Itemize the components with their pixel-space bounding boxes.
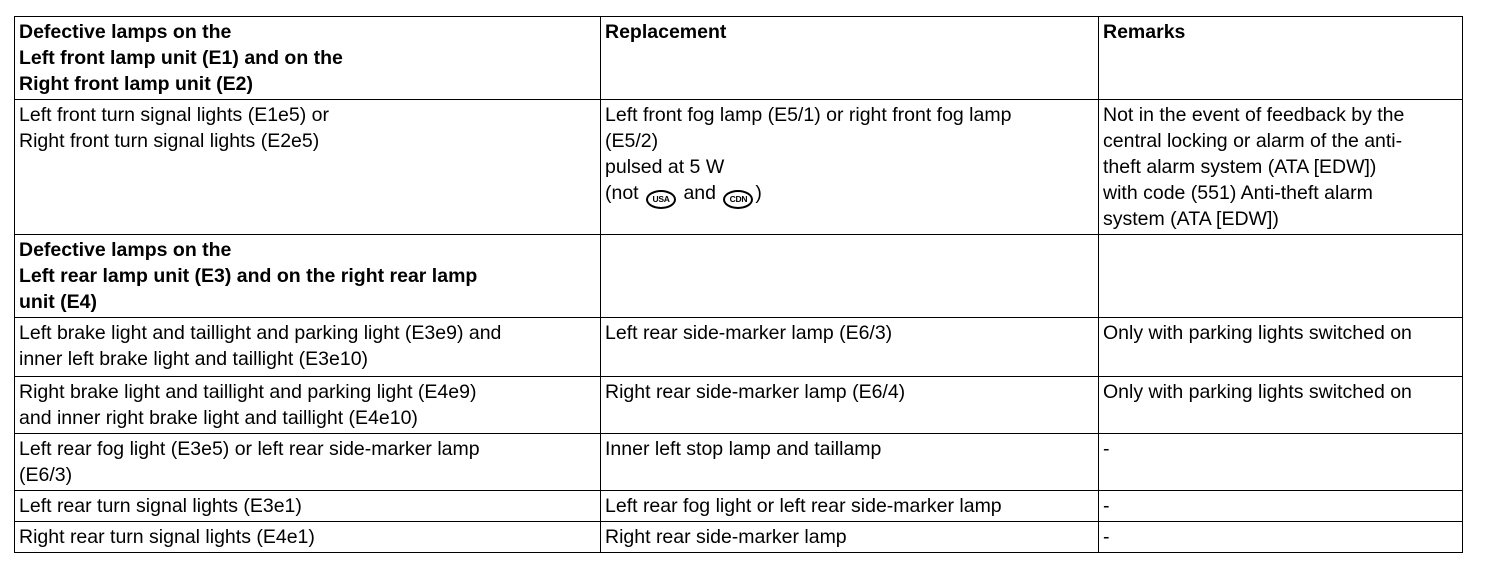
cell-empty	[601, 235, 1099, 318]
cell-line: Left rear fog light (E3e5) or left rear side-marker lamp	[19, 438, 480, 460]
table-header-row	[15, 17, 1463, 100]
table-row	[15, 377, 1463, 434]
header-line: Right front lamp unit (E2)	[19, 73, 253, 95]
cdn-badge-icon: CDN	[723, 190, 753, 209]
cell-defective	[15, 522, 601, 553]
cell-remarks: -	[1099, 491, 1463, 522]
cell-line: and inner right brake light and taillight (E4e10)	[19, 407, 418, 429]
header-remarks: Remarks	[1099, 17, 1463, 100]
lamp-replacement-table	[14, 16, 1463, 553]
table-row	[15, 434, 1463, 491]
header-line: unit (E4)	[19, 291, 97, 313]
cell-line: system (ATA [EDW])	[1103, 208, 1279, 230]
cell-empty	[1099, 235, 1463, 318]
note-middle: and	[683, 182, 716, 204]
table-row	[15, 491, 1463, 522]
cell-line: with code (551) Anti-theft alarm	[1103, 182, 1373, 204]
note-prefix: (not	[605, 182, 639, 204]
header-defective-lamps-rear	[15, 235, 601, 318]
header-line: Left front lamp unit (E1) and on the	[19, 47, 343, 69]
country-exclusion-note	[605, 180, 1094, 209]
cell-line: Left rear turn signal lights (E3e1)	[19, 495, 302, 517]
cell-line: Left brake light and taillight and parking light (E3e9) and	[19, 322, 502, 344]
header-replacement: Replacement	[601, 17, 1099, 100]
cell-defective	[15, 377, 601, 434]
cell-line: Right rear turn signal lights (E4e1)	[19, 526, 315, 548]
header-line: Left rear lamp unit (E3) and on the right rear lamp	[19, 265, 478, 287]
header-line: Defective lamps on the	[19, 239, 232, 261]
cell-defective	[15, 491, 601, 522]
header-defective-lamps-front	[15, 17, 601, 100]
cell-remarks: -	[1099, 522, 1463, 553]
note-suffix: )	[755, 182, 762, 204]
cell-line: central locking or alarm of the anti-	[1103, 130, 1403, 152]
cell-defective	[15, 434, 601, 491]
cell-replacement	[601, 100, 1099, 235]
cell-remarks	[1099, 100, 1463, 235]
table-row	[15, 318, 1463, 377]
header-line: Defective lamps on the	[19, 21, 232, 43]
cell-line: Left front turn signal lights (E1e5) or	[19, 104, 329, 126]
cell-remarks: -	[1099, 434, 1463, 491]
cell-line: Right brake light and taillight and parking light (E4e9)	[19, 381, 477, 403]
cell-replacement: Right rear side-marker lamp	[601, 522, 1099, 553]
cell-line: pulsed at 5 W	[605, 156, 725, 178]
rear-section-header-row	[15, 235, 1463, 318]
cell-remarks: Only with parking lights switched on	[1099, 377, 1463, 434]
table-row	[15, 100, 1463, 235]
cell-replacement: Left rear fog light or left rear side-marker lamp	[601, 491, 1099, 522]
usa-badge-icon: USA	[646, 190, 676, 209]
cell-line: (E6/3)	[19, 464, 73, 486]
cell-line: Right front turn signal lights (E2e5)	[19, 130, 320, 152]
cell-replacement: Left rear side-marker lamp (E6/3)	[601, 318, 1099, 377]
cell-line: (E5/2)	[605, 130, 659, 152]
cell-line: Not in the event of feedback by the	[1103, 104, 1405, 126]
table-row	[15, 522, 1463, 553]
cell-remarks: Only with parking lights switched on	[1099, 318, 1463, 377]
cell-defective	[15, 318, 601, 377]
cell-line: Left front fog lamp (E5/1) or right front fog lamp	[605, 104, 1012, 126]
cell-replacement: Right rear side-marker lamp (E6/4)	[601, 377, 1099, 434]
cell-replacement: Inner left stop lamp and taillamp	[601, 434, 1099, 491]
cell-defective	[15, 100, 601, 235]
cell-line: theft alarm system (ATA [EDW])	[1103, 156, 1377, 178]
cell-line: inner left brake light and taillight (E3e10)	[19, 348, 369, 370]
